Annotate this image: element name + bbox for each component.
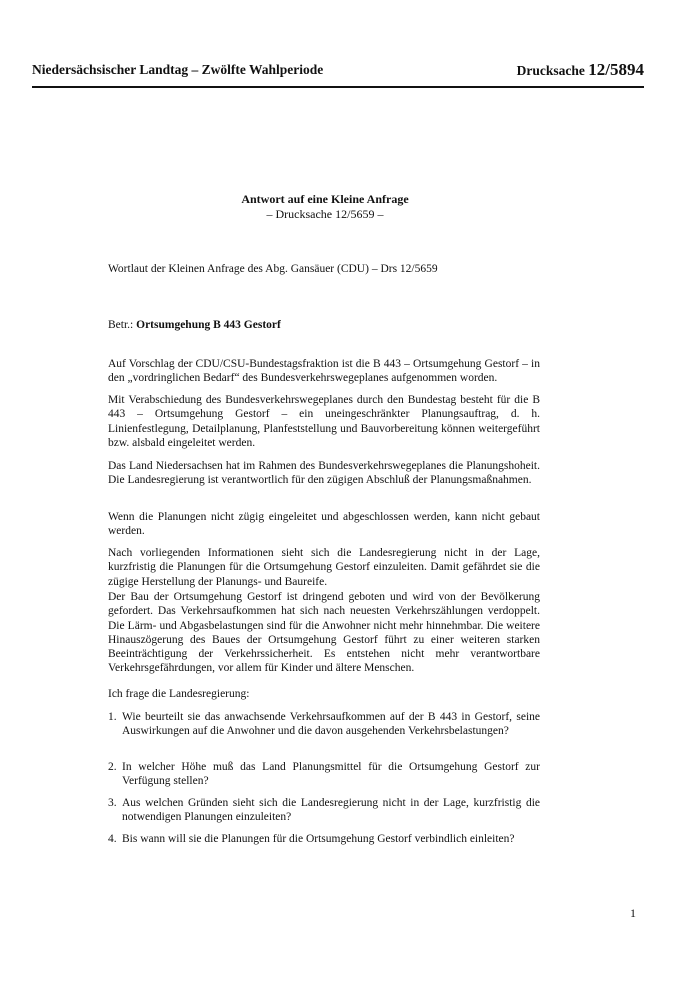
question-text: Wie beurteilt sie das anwachsende Verkehrsaufkommen auf der B 443 in Gestorf, seine Auswirkungen auf die Anwohner und die davon ausgehenden Verkehrsbelastungen? xyxy=(122,711,540,738)
subject-title: Ortsumgehung B 443 Gestorf xyxy=(136,319,281,331)
question-item xyxy=(108,710,540,739)
question-item xyxy=(108,832,540,846)
document-title xyxy=(0,192,650,222)
question-item xyxy=(108,760,540,789)
document-reference xyxy=(517,60,644,80)
question-item xyxy=(108,796,540,825)
paragraph: Nach vorliegenden Informationen sieht sich die Landesregierung nicht in der Lage, kurzfristig die Planungen für die Ortsumgehung Gestorf einzuleiten. Damit gefährdet sie die zügige Herstellung der Planungs- und Baureife. xyxy=(108,547,540,588)
question-text: In welcher Höhe muß das Land Planungsmittel für die Ortsumgehung Gestorf zur Verfügung stellen? xyxy=(122,761,540,788)
paragraph: Auf Vorschlag der CDU/CSU-Bundestagsfraktion ist die B 443 – Ortsumgehung Gestorf – in den „vordringlichen Bedarf“ des Bundesverkehrswegeplanes aufgenommen worden. xyxy=(108,358,540,385)
question-number: 4. xyxy=(108,833,117,845)
paragraph: Der Bau der Ortsumgehung Gestorf ist dringend geboten und wird von der Bevölkerung gefordert. Das Verkehrsaufkommen hat sich nach neuesten Verkehrszählungen verdoppelt. Die Lärm- und Abgasbelastungen sind für die Anwohner nicht mehr hinnehmbar. Die weitere Hinauszögerung des Baues der Ortsumgehung Gestorf führt zu einer weiteren starken Beeinträchtigung der Verkehrssicherheit. Es entstehen nicht mehr verantwortbare Verkehrsgefährdungen, vor allem für Kinder und ältere Menschen. xyxy=(108,591,540,675)
question-number: 3. xyxy=(108,797,117,809)
paragraph: Wenn die Planungen nicht zügig eingeleitet und abgeschlossen werden, kann nicht gebaut werden. xyxy=(108,511,540,538)
document-number: 12/5894 xyxy=(588,60,644,79)
paragraph: Das Land Niedersachsen hat im Rahmen des Bundesverkehrswegeplanes die Planungshoheit. Die Landesregierung ist verantwortlich für den zügigen Abschluß der Planungsmaßnahmen. xyxy=(108,460,540,487)
subject-line xyxy=(108,318,540,332)
question-text: Bis wann will sie die Planungen für die Ortsumgehung Gestorf verbindlich einleiten? xyxy=(122,833,515,845)
paragraph: Mit Verabschiedung des Bundesverkehrswegeplanes durch den Bundestag besteht für die B 443 – Ortsumgehung Gestorf – ein uneingeschränkter Planungsauftrag, d. h. Linienfestlegung, Detailplanung, Planfeststellung und Bauvorbereitung können weitergeführt bzw. alsbald eingeleitet werden. xyxy=(108,394,540,449)
page-number: 1 xyxy=(630,906,636,920)
document-label: Drucksache xyxy=(516,63,585,78)
subject-label: Betr.: xyxy=(108,319,134,331)
question-number: 1. xyxy=(108,711,117,723)
parliament-title: Niedersächsischer Landtag – Zwölfte Wahlperiode xyxy=(32,62,324,77)
title-line-2: – Drucksache 12/5659 – xyxy=(266,207,384,221)
question-text: Aus welchen Gründen sieht sich die Landesregierung nicht in der Lage, kurzfristig die notwendigen Planungen einzuleiten? xyxy=(122,797,540,824)
question-number: 2. xyxy=(108,761,117,773)
inquiry-intro: Wortlaut der Kleinen Anfrage des Abg. Gansäuer (CDU) – Drs 12/5659 xyxy=(108,263,438,275)
question-intro: Ich frage die Landesregierung: xyxy=(108,688,250,700)
page-header xyxy=(32,60,644,88)
title-line-1: Antwort auf eine Kleine Anfrage xyxy=(241,192,409,206)
